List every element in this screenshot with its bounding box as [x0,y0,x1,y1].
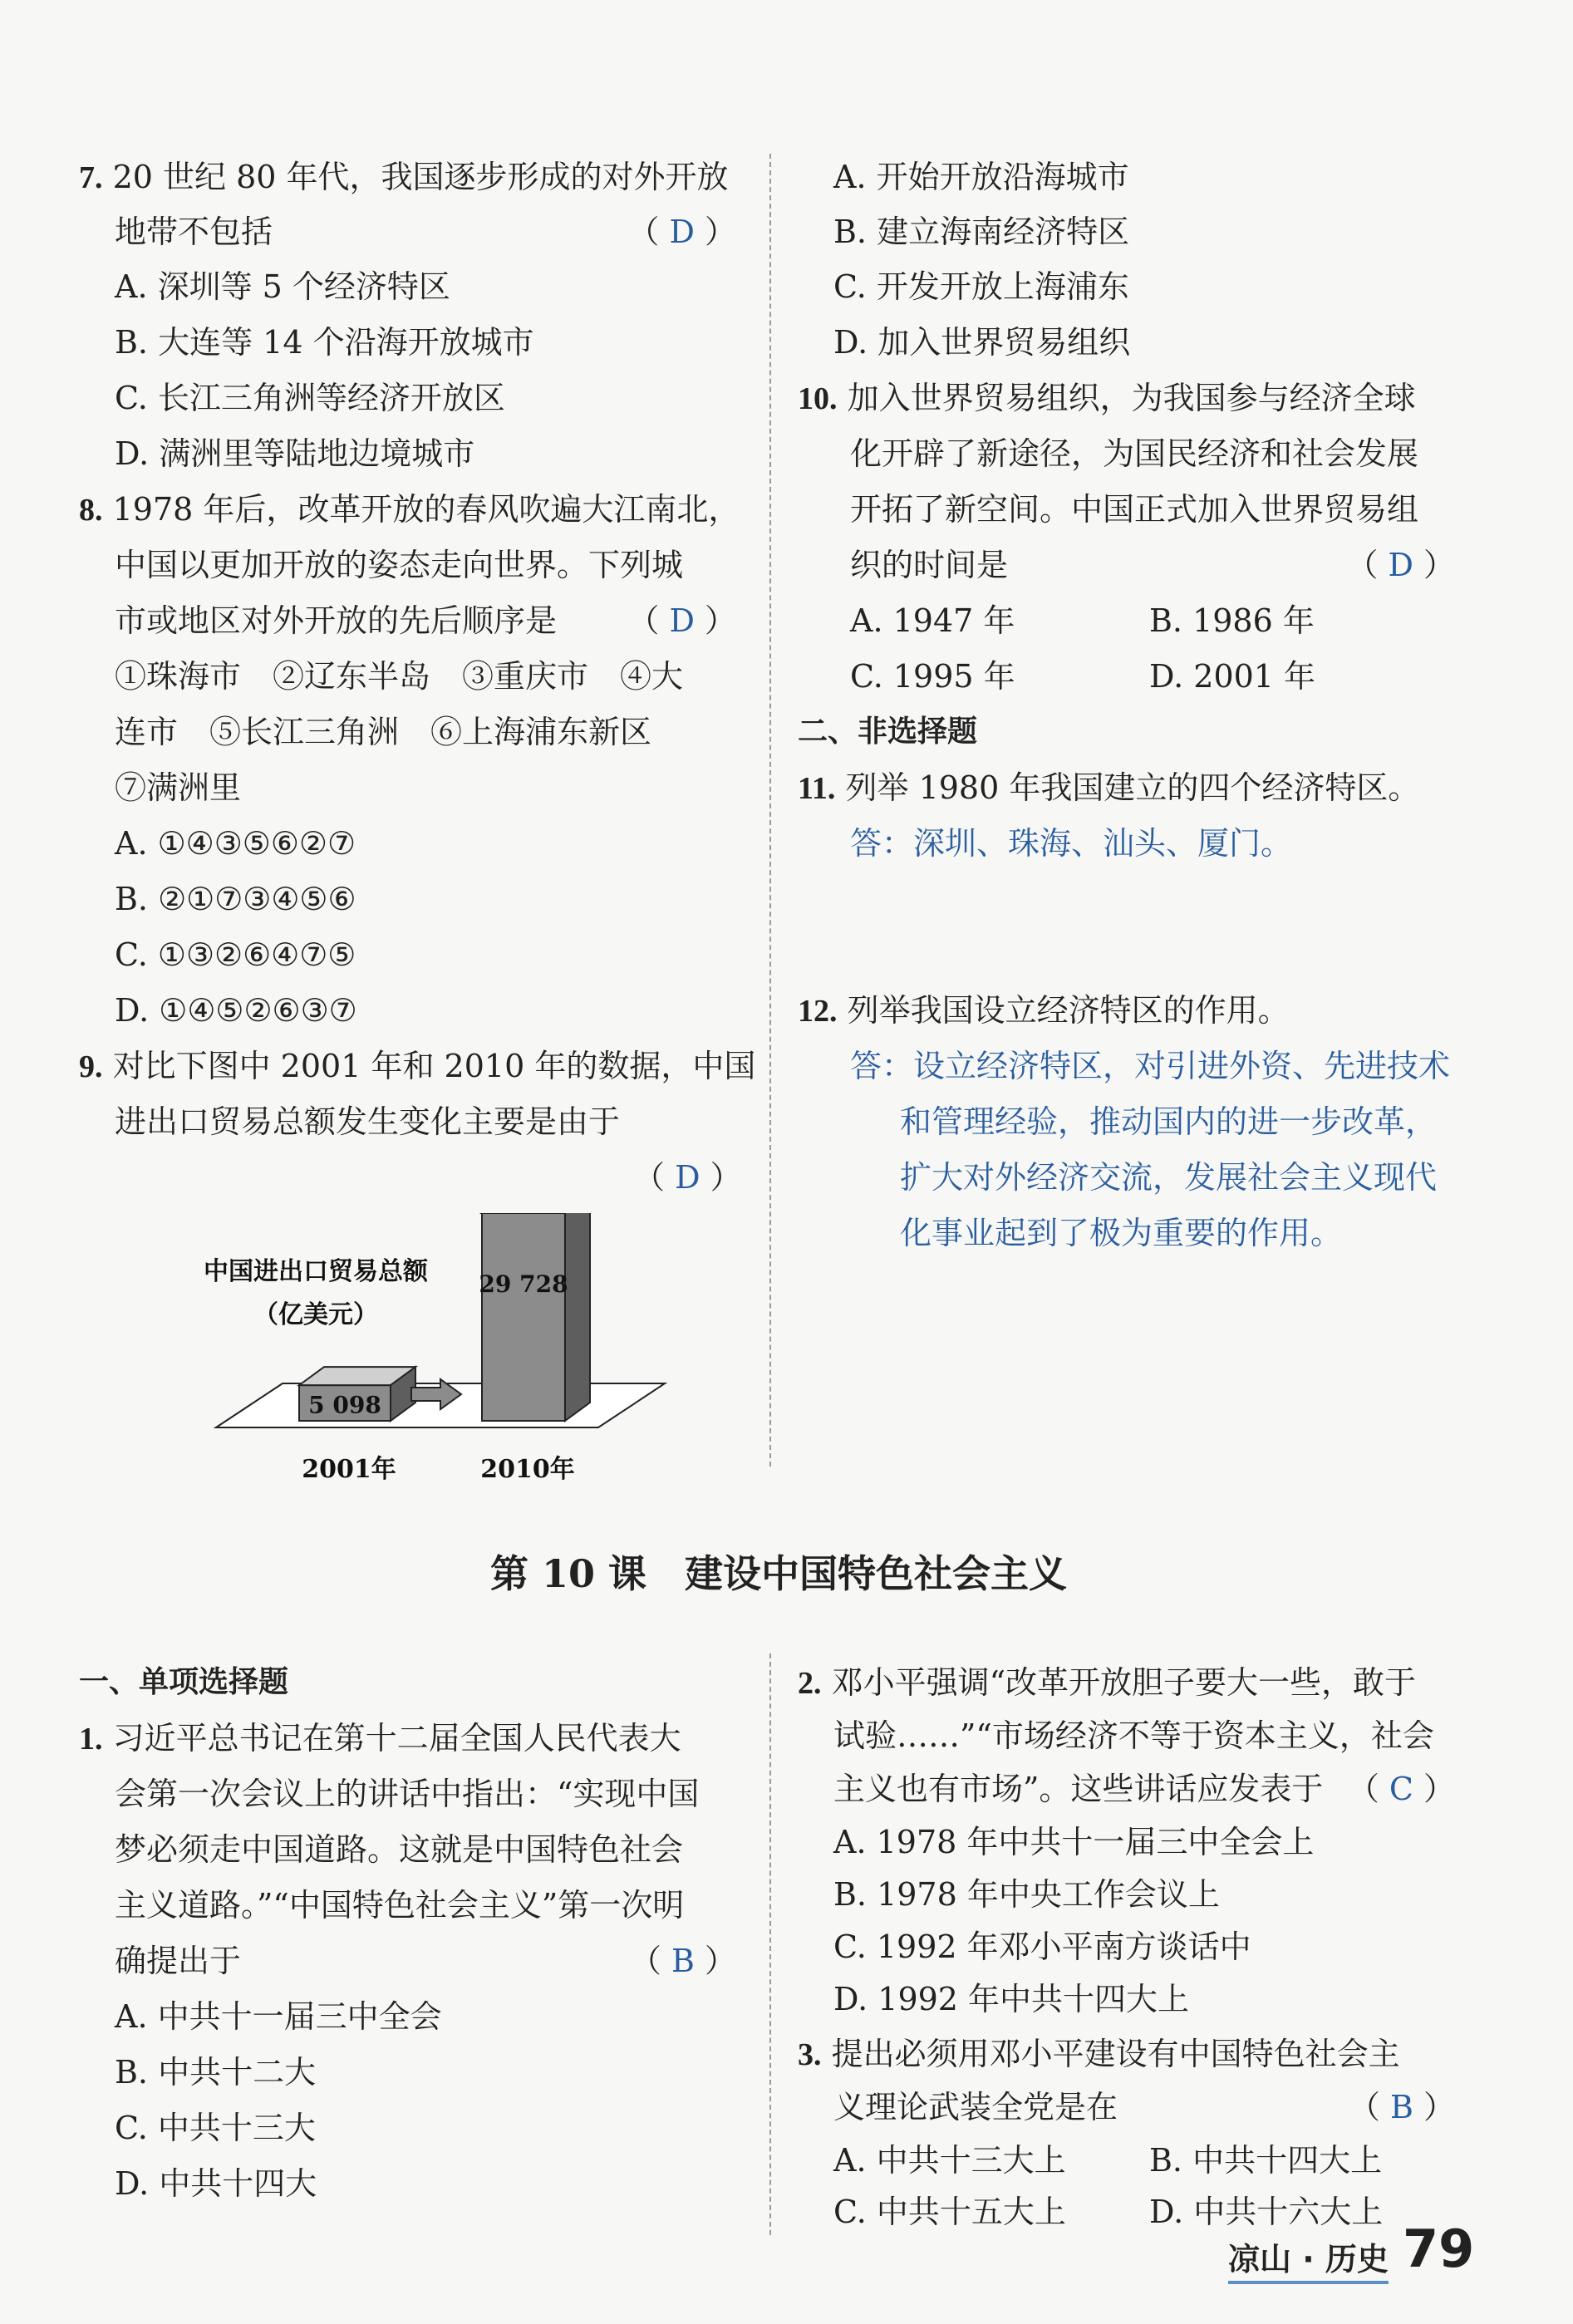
option: B. 建立海南经济特区 [833,214,1130,250]
lesson-title: 第 10 课 建设中国特色社会主义 [490,1551,1068,1596]
answer-mark: D [669,602,695,639]
option: B. ②①⑦③④⑤⑥ [115,881,356,917]
question-number: 11. [798,771,836,806]
data-label: 5 098 [308,1391,381,1419]
option: C. 1995 年 [850,658,1015,695]
answer-mark: B [1389,2089,1413,2125]
question-number: 3. [798,2037,822,2072]
question-stem: 对比下图中 2001 年和 2010 年的数据，中国 [112,1048,756,1084]
option: D. 2001 年 [1149,658,1316,695]
option: D. 1992 年中共十四大上 [833,1981,1190,2017]
question-stem: 邓小平强调“改革开放胆子要大一些，敢于 [831,1664,1417,1701]
question-number: 10. [798,381,838,416]
option: C. ①③②⑥④⑦⑤ [115,936,356,973]
bar-side-face [565,1213,590,1421]
question-number: 12. [798,994,838,1029]
answer-text-line: 扩大对外经济交流，发展社会主义现代 [900,1159,1438,1196]
question-3 [798,2033,1400,2076]
option: C. 1992 年邓小平南方谈话中 [833,1928,1251,1965]
question-7 [79,156,729,199]
option: A. 深圳等 5 个经济特区 [115,268,450,305]
chart-title: 中国进出口贸易总额 [204,1257,428,1286]
question-stem: 列举 1980 年我国建立的四个经济特区。 [845,769,1420,806]
option: B. 1978 年中央工作会议上 [833,1876,1220,1913]
question-10-stem-line-4: 织的时间是 （ D ） [850,544,1455,586]
chart-unit: （亿美元） [253,1300,378,1329]
question-stem-line: 主义也有市场”。这些讲话应发表于 （ C ） [833,1768,1455,1810]
option: D. 满洲里等陆地边境城市 [115,435,475,472]
question-10-stem-line-2: 化开辟了新途径，为国民经济和社会发展 [850,435,1419,472]
option: A. 开始开放沿海城市 [833,159,1129,195]
section-heading: 二、非选择题 [798,715,978,749]
option: A. 1978 年中共十一届三中全会上 [833,1824,1315,1860]
option: B. 大连等 14 个沿海开放城市 [115,324,534,361]
answer-text: 答：深圳、珠海、汕头、厦门。 [850,825,1293,862]
question-stem: 1978 年后，改革开放的春风吹遍大江南北， [112,491,740,528]
question-8-stem-line-3: 市或地区对外开放的先后顺序是 （ D ） [115,600,736,641]
option: B. 中共十二大 [115,2054,317,2091]
option: D. 中共十六大上 [1149,2194,1384,2230]
question-stem-line: 会第一次会议上的讲话中指出：“实现中国 [115,1776,700,1812]
section-heading: 一、单项选择题 [79,1665,289,1699]
question-number: 9. [79,1049,103,1084]
bar [482,1213,565,1421]
option: D. ①④⑤②⑥③⑦ [115,992,357,1029]
question-8-items-line-1: ①珠海市 ②辽东半岛 ③重庆市 ④大 [115,658,684,695]
question-10-stem-line-3: 开拓了新空间。中国正式加入世界贸易组 [850,491,1419,528]
question-8-stem-line-2: 中国以更加开放的姿态走向世界。下列城 [115,547,684,583]
option: A. 中共十三大上 [833,2142,1066,2179]
question-stem: 提出必须用邓小平建设有中国特色社会主 [831,2036,1400,2072]
question-stem: 习近平总书记在第十二届全国人民代表大 [112,1720,681,1757]
answer-bracket: （ B ） [1348,2089,1455,2125]
question-10 [798,377,1416,420]
column-divider-bottom [769,1653,771,2235]
answer-bracket: （ D ） [633,1159,742,1196]
option: B. 1986 年 [1149,602,1315,639]
trade-volume-chart [199,1213,715,1487]
question-number: 1. [79,1722,103,1757]
option: D. 加入世界贸易组织 [833,324,1131,361]
option: C. 中共十五大上 [833,2194,1066,2230]
question-8-items-line-2: 连市 ⑤长江三角洲 ⑥上海浦东新区 [115,714,652,750]
question-8 [79,489,740,531]
answer-bracket: （ C ） [1347,1771,1455,1807]
option: B. 中共十四大上 [1149,2142,1383,2179]
footer-brand: 凉山 · 历史 [1228,2233,1389,2279]
option: C. 开发开放上海浦东 [833,268,1129,305]
answer-text-line: 化事业起到了极为重要的作用。 [900,1215,1343,1251]
question-number: 8. [79,493,103,528]
answer-mark: D [1388,547,1413,583]
question-stem-line: 主义道路。”“中国特色社会主义”第一次明 [115,1887,685,1924]
question-stem: 列举我国设立经济特区的作用。 [847,992,1290,1029]
answer-mark: C [1389,1771,1413,1807]
option: A. 中共十一届三中全会 [115,1998,442,2035]
question-stem: 20 世纪 80 年代，我国逐步形成的对外开放 [112,159,729,195]
category-label: 2001年 [302,1455,396,1484]
option: D. 中共十四大 [115,2165,317,2202]
answer-mark: D [675,1159,700,1196]
column-divider-top [769,154,771,1467]
answer-bracket: （ D ） [627,602,736,639]
option: A. 1947 年 [850,602,1015,639]
answer-mark: D [669,214,695,250]
question-stem: 加入世界贸易组织，为我国参与经济全球 [847,380,1416,416]
question-1 [79,1717,681,1760]
page-number: 79 [1403,2218,1475,2279]
chart-layer [204,1213,665,1484]
option: C. 长江三角洲等经济开放区 [115,380,505,416]
footer-underline [1228,2281,1389,2284]
answer-bracket: （ D ） [1346,547,1455,583]
category-label: 2010年 [480,1455,575,1484]
question-8-items-line-3: ⑦满洲里 [115,769,242,806]
question-9-stem-line-2: 进出口贸易总额发生变化主要是由于 [115,1103,621,1140]
question-12 [798,990,1290,1032]
question-stem-line: 义理论武装全党是在 （ B ） [833,2086,1455,2128]
question-stem-line: 试验……”“市场经济不等于资本主义，社会 [833,1717,1434,1754]
answer-mark: B [671,1943,695,1979]
answer-bracket: （ B ） [629,1943,736,1979]
question-2 [798,1662,1416,1704]
answer-text-line: 答：设立经济特区，对引进外资、先进技术 [850,1048,1451,1084]
question-stem-line: 确提出于 （ B ） [115,1940,736,1982]
question-9 [79,1045,755,1088]
data-label: 29 728 [479,1270,568,1298]
question-number: 2. [798,1666,822,1701]
question-11 [798,767,1419,809]
question-number: 7. [79,160,103,195]
question-7-stem-line-2: 地带不包括 （ D ） [115,211,736,253]
option: A. ①④③⑤⑥②⑦ [115,825,356,862]
answer-text-line: 和管理经验，推动国内的进一步改革， [900,1103,1438,1140]
question-stem-line: 梦必须走中国道路。这就是中国特色社会 [115,1831,684,1868]
answer-bracket: （ D ） [627,214,736,250]
option: C. 中共十三大 [115,2110,316,2146]
